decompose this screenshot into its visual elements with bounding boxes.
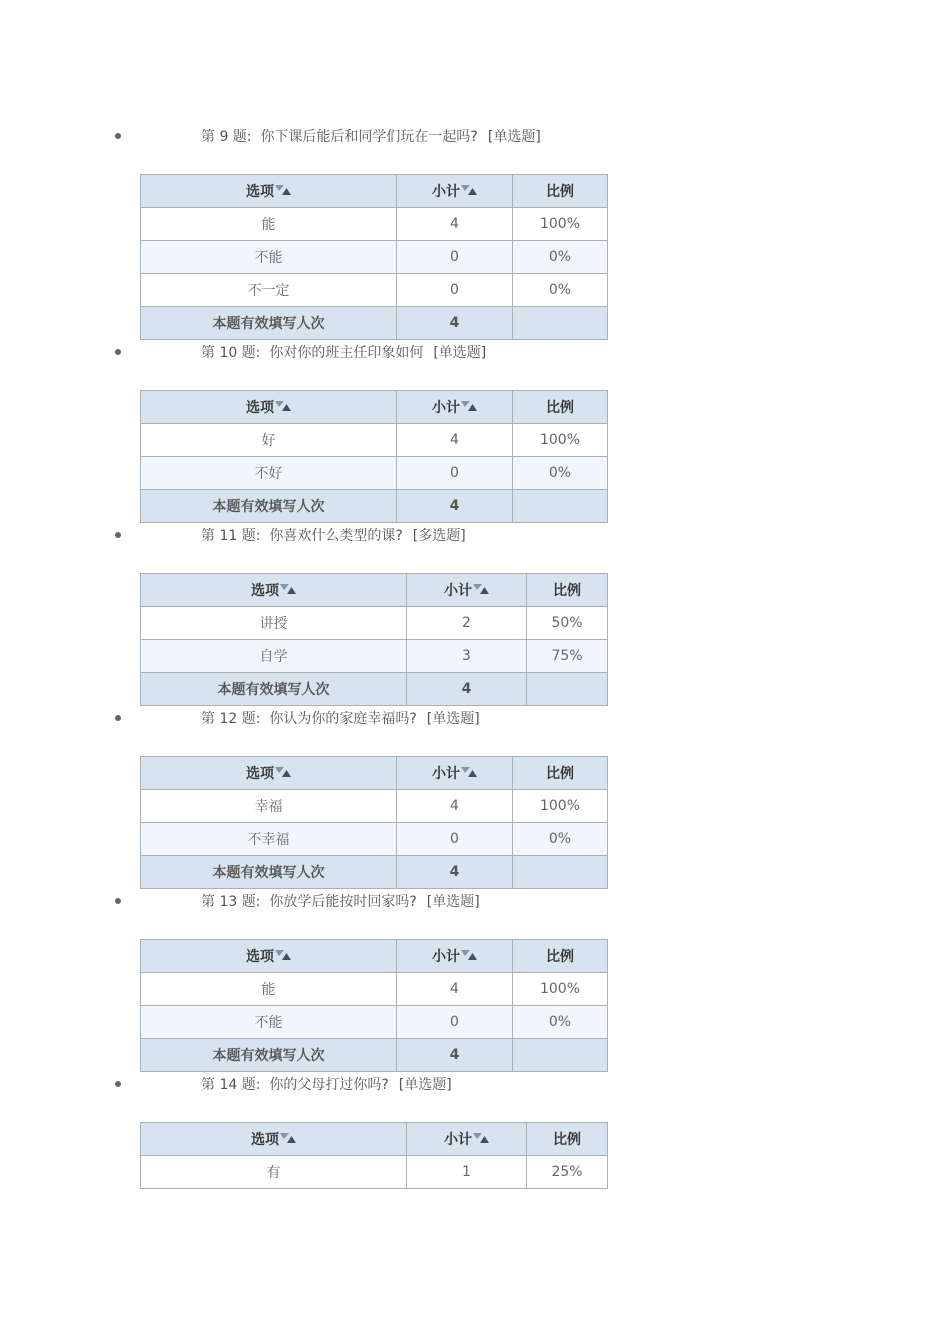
table-header-row xyxy=(141,574,608,607)
question-text: 你对你的班主任印象如何 xyxy=(269,345,424,361)
option-cell: 讲授 xyxy=(141,607,407,640)
column-header-label: 选项 xyxy=(246,949,274,965)
count-cell: 2 xyxy=(407,607,527,640)
column-header-ratio xyxy=(513,940,608,973)
list-bullet xyxy=(115,715,121,721)
total-empty-cell xyxy=(513,1039,608,1072)
column-header-count[interactable] xyxy=(397,757,513,790)
column-header-label: 小计 xyxy=(432,949,460,965)
column-header-option[interactable] xyxy=(141,1123,407,1156)
column-header-label: 小计 xyxy=(432,400,460,416)
result-table xyxy=(140,939,608,1072)
table-header-row xyxy=(141,175,608,208)
column-header-label: 比例 xyxy=(546,400,574,416)
ratio-cell: 75% xyxy=(527,640,608,673)
table-row xyxy=(141,607,608,640)
total-label-cell: 本题有效填写人次 xyxy=(141,307,397,340)
question-title xyxy=(201,527,466,545)
ratio-cell: 0% xyxy=(513,457,608,490)
table-row xyxy=(141,1156,608,1189)
sort-icon[interactable] xyxy=(280,1131,296,1141)
table-header-row xyxy=(141,1123,608,1156)
list-bullet xyxy=(115,1081,121,1087)
sort-icon[interactable] xyxy=(461,183,477,193)
total-count-cell: 4 xyxy=(397,307,513,340)
column-header-label: 选项 xyxy=(246,400,274,416)
column-header-ratio xyxy=(527,1123,608,1156)
total-count-cell: 4 xyxy=(397,856,513,889)
column-header-label: 选项 xyxy=(251,1132,279,1148)
list-bullet xyxy=(115,349,121,355)
question-number: 第 10 题: xyxy=(201,345,261,361)
sort-icon[interactable] xyxy=(275,183,291,193)
column-header-label: 比例 xyxy=(553,1132,581,1148)
option-cell: 幸福 xyxy=(141,790,397,823)
total-row xyxy=(141,490,608,523)
question-title xyxy=(201,710,480,728)
table-row xyxy=(141,790,608,823)
count-cell: 4 xyxy=(397,424,513,457)
question-text: 你喜欢什么类型的课? xyxy=(269,528,403,544)
column-header-option[interactable] xyxy=(141,757,397,790)
option-cell: 不幸福 xyxy=(141,823,397,856)
table-row xyxy=(141,973,608,1006)
total-empty-cell xyxy=(513,307,608,340)
total-empty-cell xyxy=(513,856,608,889)
result-table xyxy=(140,390,608,523)
column-header-ratio xyxy=(513,175,608,208)
total-row xyxy=(141,856,608,889)
column-header-option[interactable] xyxy=(141,574,407,607)
sort-icon[interactable] xyxy=(275,765,291,775)
question-type: [单选题] xyxy=(426,894,480,910)
total-row xyxy=(141,307,608,340)
option-cell: 不好 xyxy=(141,457,397,490)
question-text: 你的父母打过你吗? xyxy=(269,1077,389,1093)
column-header-label: 选项 xyxy=(246,184,274,200)
count-cell: 4 xyxy=(397,973,513,1006)
column-header-option[interactable] xyxy=(141,940,397,973)
option-cell: 不能 xyxy=(141,1006,397,1039)
total-label-cell: 本题有效填写人次 xyxy=(141,490,397,523)
question-title xyxy=(201,1076,452,1094)
column-header-label: 小计 xyxy=(444,583,472,599)
column-header-label: 小计 xyxy=(444,1132,472,1148)
column-header-label: 选项 xyxy=(251,583,279,599)
list-bullet xyxy=(115,133,121,139)
table-row xyxy=(141,1006,608,1039)
question-number: 第 9 题: xyxy=(201,129,252,145)
total-count-cell: 4 xyxy=(407,673,527,706)
column-header-ratio xyxy=(527,574,608,607)
column-header-label: 小计 xyxy=(432,766,460,782)
total-empty-cell xyxy=(527,673,608,706)
ratio-cell: 50% xyxy=(527,607,608,640)
result-table xyxy=(140,756,608,889)
question-title xyxy=(201,344,486,362)
question-number: 第 12 题: xyxy=(201,711,261,727)
result-table xyxy=(140,1122,608,1189)
column-header-label: 比例 xyxy=(546,949,574,965)
column-header-ratio xyxy=(513,757,608,790)
table-row xyxy=(141,274,608,307)
question-type: [单选题] xyxy=(433,345,487,361)
list-bullet xyxy=(115,898,121,904)
result-table xyxy=(140,573,608,706)
total-row xyxy=(141,673,608,706)
column-header-label: 选项 xyxy=(246,766,274,782)
sort-icon[interactable] xyxy=(461,399,477,409)
count-cell: 0 xyxy=(397,241,513,274)
count-cell: 0 xyxy=(397,823,513,856)
sort-icon[interactable] xyxy=(461,948,477,958)
ratio-cell: 25% xyxy=(527,1156,608,1189)
ratio-cell: 0% xyxy=(513,274,608,307)
column-header-ratio xyxy=(513,391,608,424)
total-label-cell: 本题有效填写人次 xyxy=(141,673,407,706)
question-number: 第 13 题: xyxy=(201,894,261,910)
column-header-count[interactable] xyxy=(397,175,513,208)
column-header-count[interactable] xyxy=(407,1123,527,1156)
ratio-cell: 100% xyxy=(513,424,608,457)
column-header-label: 比例 xyxy=(553,583,581,599)
sort-icon[interactable] xyxy=(473,1131,489,1141)
table-row xyxy=(141,457,608,490)
count-cell: 0 xyxy=(397,1006,513,1039)
question-type: [单选题] xyxy=(487,129,541,145)
question-type: [单选题] xyxy=(426,711,480,727)
ratio-cell: 0% xyxy=(513,241,608,274)
option-cell: 有 xyxy=(141,1156,407,1189)
ratio-cell: 100% xyxy=(513,790,608,823)
total-label-cell: 本题有效填写人次 xyxy=(141,856,397,889)
sort-icon[interactable] xyxy=(275,399,291,409)
count-cell: 1 xyxy=(407,1156,527,1189)
option-cell: 不能 xyxy=(141,241,397,274)
option-cell: 能 xyxy=(141,973,397,1006)
total-label-cell: 本题有效填写人次 xyxy=(141,1039,397,1072)
sort-icon[interactable] xyxy=(280,582,296,592)
table-header-row xyxy=(141,757,608,790)
column-header-label: 小计 xyxy=(432,184,460,200)
column-header-label: 比例 xyxy=(546,184,574,200)
question-number: 第 14 题: xyxy=(201,1077,261,1093)
column-header-option[interactable] xyxy=(141,175,397,208)
option-cell: 不一定 xyxy=(141,274,397,307)
column-header-count[interactable] xyxy=(397,940,513,973)
table-header-row xyxy=(141,391,608,424)
question-number: 第 11 题: xyxy=(201,528,261,544)
count-cell: 3 xyxy=(407,640,527,673)
option-cell: 自学 xyxy=(141,640,407,673)
table-row xyxy=(141,424,608,457)
question-title xyxy=(201,128,541,146)
option-cell: 好 xyxy=(141,424,397,457)
list-bullet xyxy=(115,532,121,538)
column-header-label: 比例 xyxy=(546,766,574,782)
table-row xyxy=(141,241,608,274)
total-row xyxy=(141,1039,608,1072)
ratio-cell: 100% xyxy=(513,973,608,1006)
question-text: 你放学后能按时回家吗? xyxy=(269,894,417,910)
column-header-count[interactable] xyxy=(407,574,527,607)
ratio-cell: 0% xyxy=(513,1006,608,1039)
table-header-row xyxy=(141,940,608,973)
question-text: 你下课后能后和同学们玩在一起吗? xyxy=(260,129,478,145)
column-header-option[interactable] xyxy=(141,391,397,424)
count-cell: 0 xyxy=(397,274,513,307)
count-cell: 4 xyxy=(397,790,513,823)
sort-icon[interactable] xyxy=(461,765,477,775)
question-title xyxy=(201,893,480,911)
question-text: 你认为你的家庭幸福吗? xyxy=(269,711,417,727)
result-table xyxy=(140,174,608,340)
total-count-cell: 4 xyxy=(397,1039,513,1072)
question-type: [多选题] xyxy=(412,528,466,544)
table-row xyxy=(141,640,608,673)
table-row xyxy=(141,208,608,241)
column-header-count[interactable] xyxy=(397,391,513,424)
count-cell: 4 xyxy=(397,208,513,241)
ratio-cell: 0% xyxy=(513,823,608,856)
total-count-cell: 4 xyxy=(397,490,513,523)
sort-icon[interactable] xyxy=(275,948,291,958)
question-type: [单选题] xyxy=(398,1077,452,1093)
table-row xyxy=(141,823,608,856)
option-cell: 能 xyxy=(141,208,397,241)
ratio-cell: 100% xyxy=(513,208,608,241)
count-cell: 0 xyxy=(397,457,513,490)
total-empty-cell xyxy=(513,490,608,523)
sort-icon[interactable] xyxy=(473,582,489,592)
